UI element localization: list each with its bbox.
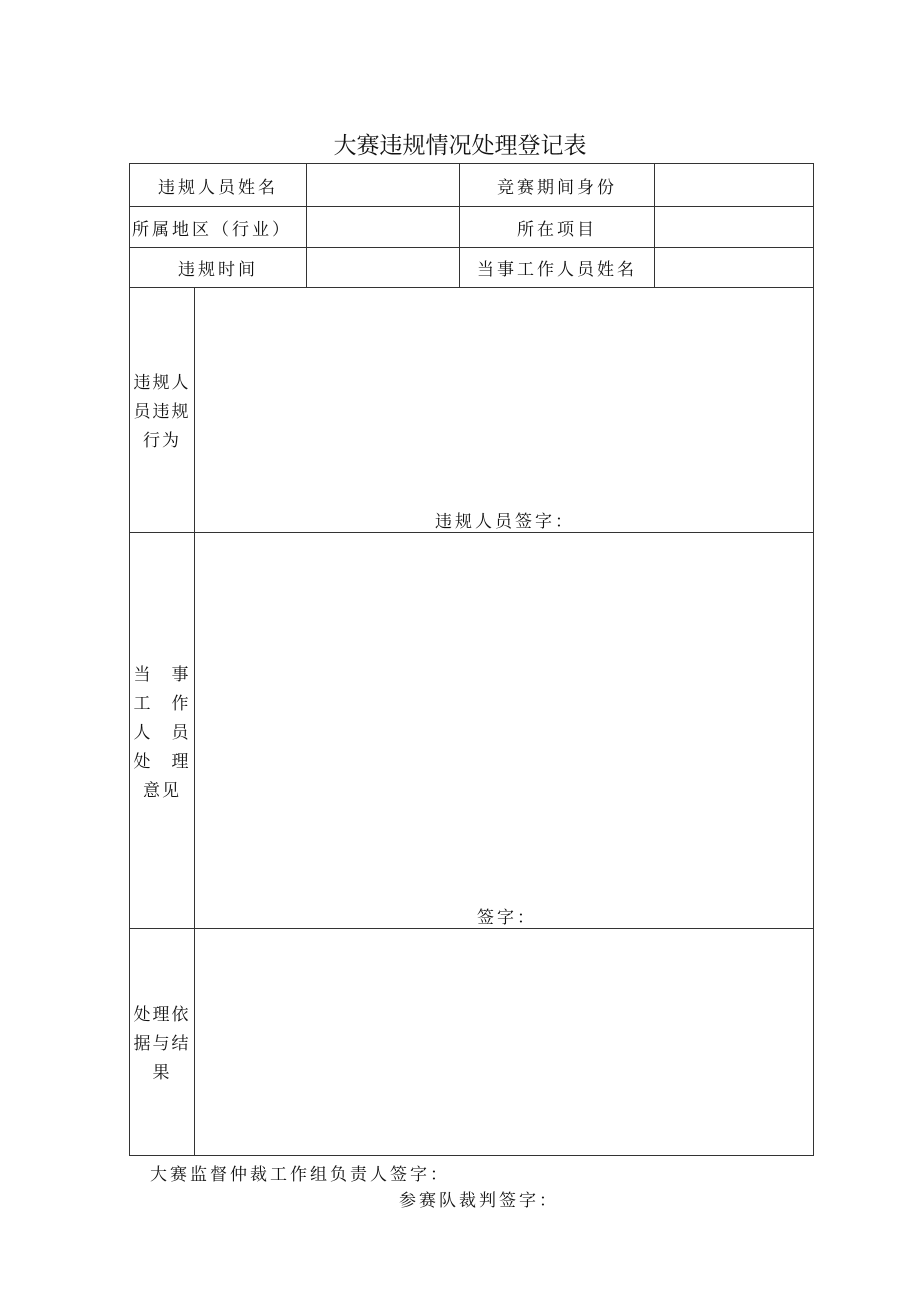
supervisor-signature-label: 大赛监督仲裁工作组负责人签字： [150, 1165, 450, 1185]
staff-signature-label: 签字： [477, 908, 537, 928]
form-title: 大赛违规情况处理登记表 [333, 133, 587, 159]
field-staff-opinion[interactable] [195, 533, 813, 928]
field-basis-result[interactable] [195, 929, 813, 1155]
section-label-staff-opinion: 当 事 工 作 人 员 处 理 意见 [133, 665, 191, 801]
label-region-industry: 所属地区（行业） [132, 219, 292, 240]
violation-form-table [129, 163, 814, 1156]
field-project[interactable] [655, 207, 813, 247]
label-violator-name: 违规人员姓名 [158, 177, 278, 198]
field-region-industry[interactable] [307, 207, 459, 247]
violator-signature-label: 违规人员签字： [435, 512, 575, 532]
label-violation-time: 违规时间 [178, 260, 258, 280]
label-competition-identity: 竞赛期间身份 [497, 177, 617, 198]
label-project: 所在项目 [517, 219, 597, 240]
referee-signature-label: 参赛队裁判签字： [399, 1191, 559, 1211]
field-violator-name[interactable] [307, 164, 459, 206]
field-competition-identity[interactable] [655, 164, 813, 206]
field-violation-time[interactable] [307, 248, 459, 287]
section-label-violation-behavior: 违规人 员违规 行为 [133, 373, 191, 451]
label-staff-name: 当事工作人员姓名 [477, 260, 637, 280]
field-violation-behavior[interactable] [195, 288, 813, 532]
field-staff-name[interactable] [655, 248, 813, 287]
section-label-basis-result: 处理依 据与结 果 [133, 1005, 191, 1083]
